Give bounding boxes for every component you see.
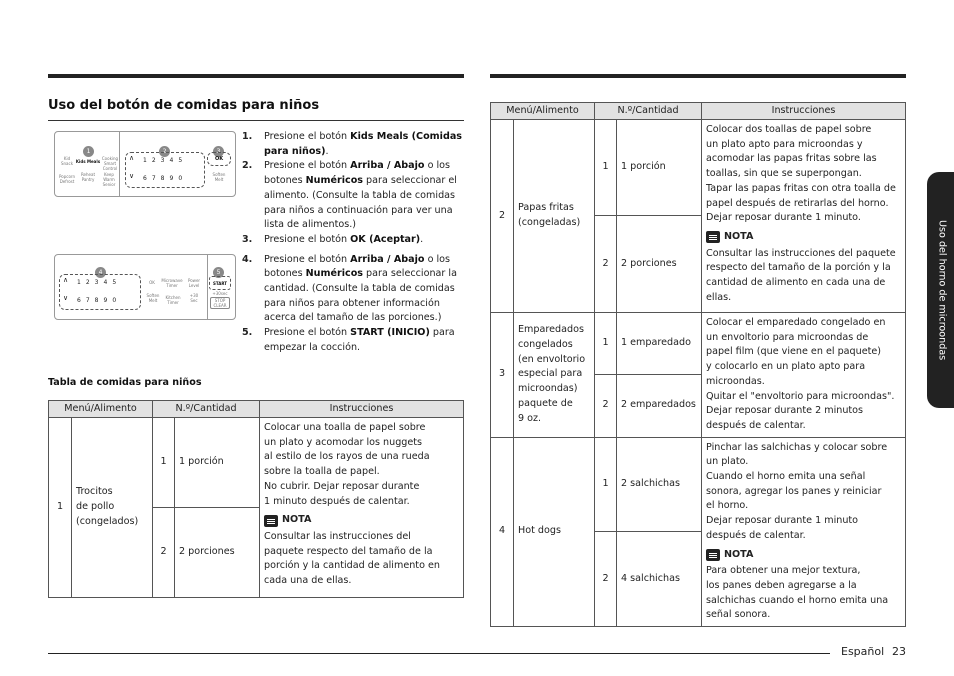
number-key: 6 — [77, 297, 81, 304]
panel-label-kid-snack: Kid Snack — [60, 156, 74, 166]
number-row-top — [143, 157, 182, 164]
item-number: 4 — [491, 437, 514, 626]
callout-2: 2 — [159, 146, 170, 157]
panel-label-timer: Microwave Timer — [161, 278, 183, 288]
item-number: 3 — [491, 313, 514, 438]
instructions-cell — [702, 120, 906, 313]
instructions-cell — [260, 418, 464, 598]
instructions-text: Colocar dos toallas de papel sobre un plato apto para microondas y acomodar las papas fritas sobre las toallas, sin que se superpongan. Tapar las papas fritas con otra toalla de papel después de retirarlas del horno. Dejar reposar durante 1 minuto. — [706, 124, 896, 224]
callout-3: 3 — [213, 146, 224, 157]
nota-heading — [706, 548, 901, 563]
step-number: 3. — [242, 233, 253, 245]
start-key: START — [212, 281, 228, 286]
callout-5: 5 — [213, 267, 224, 278]
number-key: 9 — [103, 297, 108, 304]
qty-label: 2 porciones — [175, 508, 260, 598]
note-icon — [706, 231, 720, 243]
header-instructions: Instrucciones — [702, 103, 906, 120]
number-key: 5 — [178, 157, 183, 164]
qty-number: 2 — [595, 531, 617, 626]
panel-label-30sec: +30 Sec — [189, 293, 199, 303]
qty-number: 2 — [153, 508, 175, 598]
footer-language: Español — [841, 645, 885, 658]
panel-label-keep-warm: Keep Warm Senior — [102, 172, 116, 187]
instructions-cell — [702, 437, 906, 626]
step-item — [242, 326, 466, 355]
instructions-text: Pinchar las salchichas y colocar sobre un plato. Cuando el horno emita una señal sonora, agregar los panes y reiniciar el horno. Dejar reposar durante 1 minuto después de calentar. — [706, 441, 888, 541]
step-number: 5. — [242, 327, 253, 339]
instruction-steps — [242, 130, 466, 356]
control-panel-illustration-2 — [54, 254, 236, 320]
number-key: 9 — [169, 175, 174, 182]
qty-label: 1 emparedado — [617, 313, 702, 375]
panel-label-reheat: Reheat Pantry — [80, 172, 96, 182]
qty-number: 2 — [595, 374, 617, 437]
header-qty: N.º/Cantidad — [595, 103, 702, 120]
table-header-row — [49, 401, 464, 418]
qty-label: 2 emparedados — [617, 374, 702, 437]
qty-label: 4 salchichas — [617, 531, 702, 626]
qty-number: 1 — [153, 418, 175, 508]
start-sub-label: +30sec — [212, 291, 228, 296]
step-text-part: Presione el botón — [264, 131, 351, 142]
panel-divider — [119, 132, 120, 196]
step-text — [264, 159, 466, 233]
header-qty: N.º/Cantidad — [153, 401, 260, 418]
step-text-part: . — [325, 145, 329, 157]
qty-label: 2 porciones — [617, 216, 702, 313]
panel-label-ok: OK — [149, 280, 155, 285]
nota-heading — [706, 230, 901, 245]
step-item — [242, 159, 466, 233]
callout-1: 1 — [83, 146, 94, 157]
item-food: Hot dogs — [514, 437, 595, 626]
number-key: 4 — [169, 157, 174, 164]
qty-label: 1 porción — [175, 418, 260, 508]
number-row-bottom — [143, 175, 182, 182]
table-row — [491, 120, 906, 216]
kids-meals-table-left — [48, 400, 464, 598]
chapter-side-tab-label: Uso del horno de microondas — [936, 219, 948, 361]
panel-label-soften: Soften Melt — [212, 172, 226, 182]
item-food: Trocitos de pollo (congelados) — [72, 418, 153, 598]
instructions-text: Colocar el emparedado congelado en un envoltorio para microondas de papel film (que viene en el paquete) y colocarlo en un plato apto para microondas. Quitar el "envoltorio para microondas". Dejar reposar durante 2 minutos después de calentar. — [706, 317, 895, 431]
panel-label-soften: Soften Melt — [146, 293, 160, 303]
number-key: 0 — [112, 297, 117, 304]
instructions-text: Colocar una toalla de papel sobre un plato y acomodar los nuggets al estilo de los rayos de una rueda sobre la toalla de papel. No cubrir. Dejar reposar durante 1 minuto después de calentar. — [264, 422, 430, 507]
number-key: 5 — [112, 279, 117, 286]
item-food: Emparedados congelados (en envoltorio especial para microondas) paquete de 9 oz. — [514, 313, 595, 438]
nota-text: Consultar las instrucciones del paquete respecto del tamaño de la porción y la cantidad de alimento en cada una de ellas. — [264, 530, 440, 587]
ok-key: OK — [214, 156, 224, 162]
step-text-part: Presione el botón — [264, 253, 351, 265]
step-text — [264, 326, 466, 355]
step-text — [264, 253, 466, 327]
number-key: 1 — [77, 279, 81, 286]
step-text-part: para empezar la cocción. — [264, 327, 455, 353]
qty-number: 1 — [595, 313, 617, 375]
table-caption: Tabla de comidas para niños — [48, 377, 202, 388]
step-text-part: o los botones — [264, 160, 451, 187]
number-row-top — [77, 279, 116, 286]
number-key: 1 — [143, 157, 147, 164]
panel-label-cooking: Cooking Smart Control — [101, 156, 119, 171]
nota-text: Consultar las instrucciones del paquete respecto del tamaño de la porción y la cantidad de alimento en cada una de ellas. — [706, 247, 896, 303]
top-rule-left — [48, 74, 464, 78]
title-underline — [48, 120, 464, 121]
header-menu: Menú/Alimento — [491, 103, 595, 120]
panel-label-kids-meals: Kids Meals — [75, 159, 101, 164]
number-key: 2 — [85, 279, 90, 286]
top-rule-right — [490, 74, 906, 78]
step-text-bold: Kids Meals (Comidas para niños) — [264, 131, 463, 157]
step-text — [264, 130, 466, 159]
note-icon — [264, 515, 278, 527]
panel-label-popcorn: Popcorn Defrost — [58, 174, 75, 184]
step-number: 4. — [242, 253, 253, 265]
arrow-down-icon: ∨ — [63, 294, 69, 302]
qty-label: 2 salchichas — [617, 437, 702, 531]
kids-meals-table-right — [490, 102, 906, 627]
chapter-side-tab-label-wrap — [927, 172, 954, 408]
nota-label: NOTA — [724, 230, 754, 242]
arrow-up-icon: ∧ — [63, 276, 69, 284]
number-key: 0 — [178, 175, 183, 182]
number-row-bottom — [77, 297, 116, 304]
callout-4: 4 — [95, 267, 106, 278]
step-text-bold: Numéricos — [305, 175, 363, 187]
nota-heading — [264, 513, 459, 528]
number-key: 7 — [151, 175, 156, 182]
item-food: Papas fritas (congeladas) — [514, 120, 595, 313]
header-menu: Menú/Alimento — [49, 401, 153, 418]
panel-label-kitchen-timer: Kitchen Timer — [165, 295, 181, 305]
number-key: 4 — [103, 279, 108, 286]
number-key: 3 — [160, 157, 165, 164]
nota-label: NOTA — [724, 548, 754, 560]
number-key: 8 — [94, 297, 99, 304]
qty-number: 1 — [595, 120, 617, 216]
section-title: Uso del botón de comidas para niños — [48, 98, 320, 113]
panel-label-power: Power Level — [187, 278, 201, 288]
stop-key: STOP CLEAR — [210, 297, 230, 309]
item-number: 2 — [491, 120, 514, 313]
step-text-part: para seleccionar el alimento. (Consulte la tabla de comidas para niños a continuación para ver una lista de alimentos.) — [264, 175, 457, 231]
step-text-part: Presione el botón — [264, 327, 351, 339]
nota-label: NOTA — [282, 514, 312, 526]
footer-rule — [48, 653, 830, 654]
nota-text: Para obtener una mejor textura, los panes deben agregarse a la salchichas cuando el horno emita una señal sonora. — [706, 565, 889, 621]
control-panel-illustration-1 — [54, 131, 236, 197]
step-text-bold: Numéricos — [305, 268, 363, 280]
arrow-up-icon: ∧ — [129, 154, 135, 162]
number-key: 3 — [94, 279, 99, 286]
step-text — [264, 233, 466, 248]
number-key: 6 — [143, 175, 147, 182]
note-icon — [706, 549, 720, 561]
step-text-bold: Arriba / Abajo — [350, 253, 425, 265]
panel-divider — [207, 255, 208, 319]
page-number: 23 — [892, 645, 906, 658]
step-text-part: o los botones — [264, 253, 451, 280]
qty-number: 2 — [595, 216, 617, 313]
step-number: 1. — [242, 131, 253, 142]
number-key: 8 — [160, 175, 165, 182]
step-text-bold: START (INICIO) — [350, 327, 430, 339]
table-row — [491, 313, 906, 375]
qty-label: 1 porción — [617, 120, 702, 216]
step-text-bold: OK (Aceptar) — [350, 233, 421, 245]
table-header-row — [491, 103, 906, 120]
item-number: 1 — [49, 418, 72, 598]
step-text-part: para seleccionar la cantidad. (Consulte la tabla de comidas para niños para obtener información acerca del tamaño de las porciones.) — [264, 268, 457, 324]
instructions-cell — [702, 313, 906, 438]
step-text-part: Presione el botón — [264, 233, 351, 245]
number-key: 2 — [151, 157, 156, 164]
header-instructions: Instrucciones — [260, 401, 464, 418]
step-item — [242, 130, 466, 159]
arrow-down-icon: ∨ — [129, 172, 135, 180]
number-key: 7 — [85, 297, 90, 304]
qty-number: 1 — [595, 437, 617, 531]
step-item — [242, 233, 466, 248]
table-row — [491, 437, 906, 531]
step-text-bold: Arriba / Abajo — [350, 160, 425, 172]
step-text-part: . — [420, 233, 424, 245]
step-text-part: Presione el botón — [264, 160, 351, 172]
step-number: 2. — [242, 160, 253, 172]
step-item — [242, 253, 466, 327]
table-row — [49, 418, 464, 508]
